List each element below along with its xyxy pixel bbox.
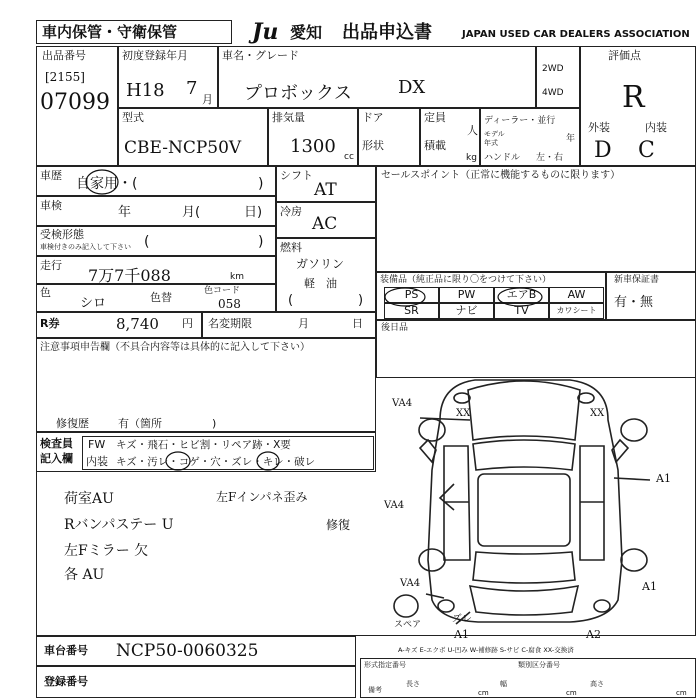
inspector-label-a: 検査員 <box>40 437 73 450</box>
shift-label: シフト <box>280 169 313 182</box>
color-code: 058 <box>218 297 241 311</box>
car-name-label: 車名・グレード <box>222 49 299 62</box>
equipment-item: エアB <box>494 287 549 303</box>
color-value: シロ <box>80 296 107 311</box>
diagram-mark-4: A1 <box>656 472 671 485</box>
check-int-tag: 内装 <box>86 455 108 468</box>
form-title: 出品申込書 <box>342 22 432 43</box>
fuel-value: ガソリン <box>296 257 345 271</box>
inspection-year: 年 <box>118 205 132 220</box>
recycle-label: R券 <box>40 317 60 330</box>
note-line-1: 荷室AU <box>64 491 114 507</box>
eval-int: C <box>638 138 655 163</box>
drive-box <box>536 46 580 108</box>
history-label: 車歴 <box>40 169 62 182</box>
equipment-item: AW <box>549 287 604 303</box>
note-line-3: 左Fミラー 欠 <box>64 543 149 559</box>
diagram-mark-10: A2 <box>586 628 601 641</box>
equipment-item: PS <box>384 287 439 303</box>
displacement-value: 1300 <box>290 136 336 157</box>
diagram-mark-5: VA4 <box>384 500 405 511</box>
warranty-value: 有・無 <box>614 295 654 310</box>
spec-length-unit: cm <box>478 689 489 697</box>
repair-close: ) <box>212 417 217 430</box>
note-line-2: Rバンパステー U <box>64 517 174 533</box>
note-right-2: 修復 <box>326 518 351 532</box>
name-change-label: 名変期限 <box>208 317 252 330</box>
equipment-item: ナビ <box>439 303 494 319</box>
recycle-value: 8,740 <box>116 315 159 333</box>
inspector-label-b: 記入欄 <box>40 452 73 465</box>
steering-label: ハンドル <box>484 153 521 163</box>
ac-value: AC <box>312 214 338 234</box>
note-right-1: 左Fインパネ歪み <box>216 490 308 504</box>
fuel-alt: 軽 油 <box>304 277 337 290</box>
receive-paren: ( <box>144 234 150 250</box>
first-reg-month: 7 <box>186 78 198 99</box>
inspection-row <box>36 196 276 226</box>
aftermarket-box <box>376 320 696 378</box>
eval-ext: D <box>594 138 612 163</box>
check-fw-items: キズ・飛石・ヒビ割・リペア跡・X要 <box>116 439 291 451</box>
sales-point-box <box>376 166 696 272</box>
fuel-paren: ( <box>288 293 294 308</box>
diagram-mark-7: A1 <box>642 580 657 593</box>
shift-value: AT <box>314 180 337 200</box>
car-name-value: プロボックス <box>244 83 352 104</box>
eval-ext-label: 外装 <box>588 121 610 134</box>
spec-width-unit: cm <box>566 689 577 697</box>
spec-length: 長さ <box>406 680 420 688</box>
diagram-mark-2: XX <box>456 408 471 419</box>
org-name: 愛知 <box>290 23 323 42</box>
capacity-label: 定員 <box>424 111 446 124</box>
model-year-label-a: モデル <box>484 130 505 138</box>
diagram-mark-6: VA4 <box>400 578 421 589</box>
spec-height-unit: cm <box>676 689 687 697</box>
inspection-label: 車検 <box>40 199 62 212</box>
check-fw-tag: FW <box>88 438 106 451</box>
history-value: 自家用・( <box>76 176 138 192</box>
capacity-unit: 人 <box>467 124 478 137</box>
chassis-value: NCP50-0060325 <box>116 641 259 661</box>
first-reg-label: 初度登録年月 <box>122 49 188 62</box>
car-grade: DX <box>398 77 426 98</box>
load-unit: kg <box>466 153 477 163</box>
fuel-label: 燃料 <box>280 241 302 254</box>
steering-opts: 左・右 <box>536 153 564 163</box>
chassis-label: 車台番号 <box>44 644 88 657</box>
ac-label: 冷房 <box>280 205 302 218</box>
equipment-item: SR <box>384 303 439 319</box>
storage-title: 車内保管・守衛保管 <box>42 23 178 41</box>
receive-label: 受検形態 <box>40 228 84 241</box>
diagram-mark-8: ズレ <box>452 614 472 625</box>
model-value: CBE-NCP50V <box>124 138 242 158</box>
lot-label: 出品番号 <box>42 49 86 62</box>
load-label: 積載 <box>424 139 446 152</box>
name-change-month: 月 <box>298 317 309 330</box>
equipment-item: カワシート <box>549 303 604 319</box>
association-name: JAPAN USED CAR DEALERS ASSOCIATION <box>462 29 690 40</box>
aftermarket-label: 後日品 <box>381 323 409 333</box>
spec-note: 備考 <box>368 686 382 694</box>
equipment-item: PW <box>439 287 494 303</box>
history-close: ) <box>258 176 264 192</box>
model-label: 型式 <box>122 111 144 124</box>
check-int-items: キズ・汚レ・コゲ・穴・ズレ・キレ・破レ <box>116 456 316 468</box>
receive-note: 車検付きのみ記入して下さい <box>40 243 131 251</box>
diagram-legend: A-キズ E-エクボ U-凹み W-補修跡 S-サビ C-腐食 XX-交換済 <box>398 646 574 654</box>
diagram-mark-9: A1 <box>454 628 469 641</box>
lot-sub: [2155] <box>45 70 85 84</box>
inspection-month: 月( <box>182 205 201 220</box>
mileage-value: 7万7千088 <box>88 266 171 285</box>
spec-width: 幅 <box>500 680 507 688</box>
color-label: 色 <box>40 286 51 299</box>
receive-close: ) <box>258 234 264 250</box>
drive-2wd: 2WD <box>542 64 564 74</box>
spec-r1: 形式指定番号 <box>364 661 406 669</box>
spec-r1b: 類別区分番号 <box>518 661 560 669</box>
door-label: ドア <box>362 111 384 124</box>
notes-label: 注意事項申告欄（不具合内容等は具体的に記入して下さい） <box>40 342 310 353</box>
warranty-label: 新車保証書 <box>614 275 660 285</box>
reg-number-label: 登録番号 <box>44 675 88 688</box>
shape-label: 形状 <box>362 139 384 152</box>
mileage-label: 走行 <box>40 259 62 272</box>
displacement-unit: cc <box>344 152 354 162</box>
inspection-day: 日) <box>244 205 263 220</box>
mileage-unit: km <box>230 272 244 282</box>
lot-number: 07099 <box>40 90 110 115</box>
diagram-spare: スペア <box>394 620 422 630</box>
sales-point-label: セールスポイント（正常に機能するものに限ります） <box>381 170 621 181</box>
diagram-mark-1: VA4 <box>392 398 413 409</box>
equipment-item: TV <box>494 303 549 319</box>
model-year-unit: 年 <box>566 134 576 144</box>
color-code-label: 色コード <box>204 286 241 296</box>
diagram-mark-3: XX <box>590 408 605 419</box>
ju-logo: Ju <box>252 19 279 45</box>
equipment-label: 装備品（純正品に限り〇をつけて下さい） <box>380 275 552 285</box>
repair-value: 有（箇所 <box>118 417 162 430</box>
eval-label: 評価点 <box>608 49 641 62</box>
color-change-label: 色替 <box>150 291 172 304</box>
repair-label: 修復歴 <box>56 417 89 430</box>
history-row <box>36 166 276 196</box>
recycle-unit: 円 <box>182 317 193 330</box>
first-reg-month-unit: 月 <box>202 93 213 106</box>
eval-score: R <box>622 80 645 115</box>
fuel-paren-close: ) <box>358 293 364 308</box>
eval-int-label: 内装 <box>645 121 667 134</box>
spec-height: 高さ <box>590 680 604 688</box>
displacement-label: 排気量 <box>272 111 305 124</box>
first-reg-era: H18 <box>126 80 165 101</box>
model-year-label-b: 年式 <box>484 139 498 147</box>
name-change-day: 日 <box>352 317 363 330</box>
note-line-4: 各 AU <box>64 567 105 583</box>
drive-4wd: 4WD <box>542 88 564 98</box>
dealer-label: ディーラー・並行 <box>484 116 556 126</box>
